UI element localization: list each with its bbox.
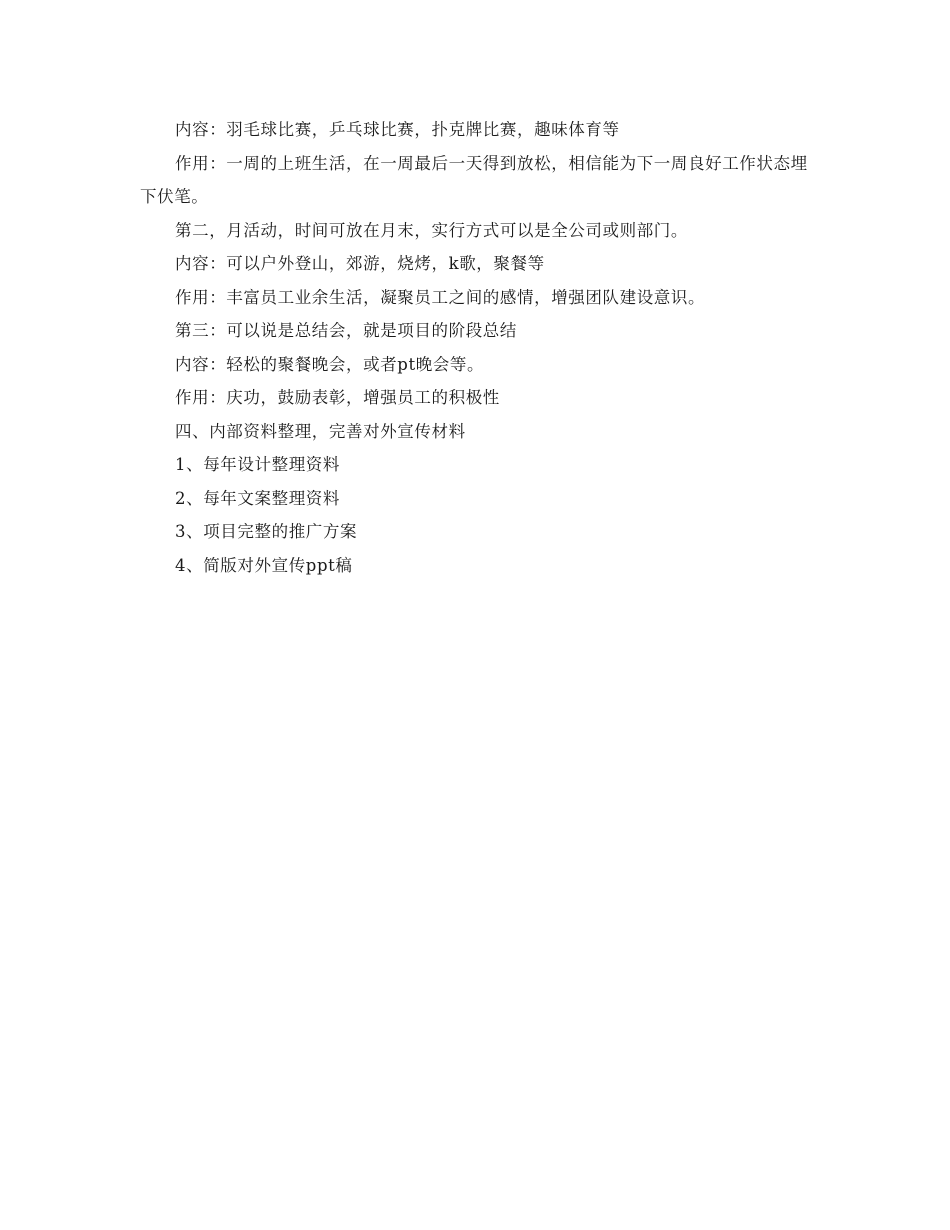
paragraph-monthly-activity: 第二，月活动，时间可放在月末，实行方式可以是全公司或则部门。 xyxy=(175,220,688,240)
paragraph-summary-meeting: 第三：可以说是总结会，就是项目的阶段总结 xyxy=(175,321,517,340)
paragraph-purpose-weekly: 作用：一周的上班生活，在一周最后一天得到放松，相信能为下一周良好工作状态埋下伏笔。 xyxy=(140,153,808,206)
paragraph-content-weekly: 内容：羽毛球比赛，乒乓球比赛，扑克牌比赛，趣味体育等 xyxy=(175,120,620,139)
paragraph-content-monthly: 内容：可以户外登山，郊游，烧烤，k歌，聚餐等 xyxy=(175,254,545,273)
list-item-design-materials: 1、每年设计整理资料 xyxy=(175,455,340,474)
paragraph-purpose-summary: 作用：庆功，鼓励表彰，增强员工的积极性 xyxy=(175,388,500,407)
document-body xyxy=(140,113,820,582)
list-item-promotion-plan: 3、项目完整的推广方案 xyxy=(175,522,358,541)
list-item-ppt-draft: 4、简版对外宣传ppt稿 xyxy=(175,555,353,575)
section-heading-internal-materials: 四、内部资料整理，完善对外宣传材料 xyxy=(175,421,466,441)
paragraph-purpose-monthly: 作用：丰富员工业余生活，凝聚员工之间的感情，增强团队建设意识。 xyxy=(175,287,706,307)
list-item-copy-materials: 2、每年文案整理资料 xyxy=(175,488,340,508)
paragraph-content-summary: 内容：轻松的聚餐晚会，或者pt晚会等。 xyxy=(175,354,485,374)
